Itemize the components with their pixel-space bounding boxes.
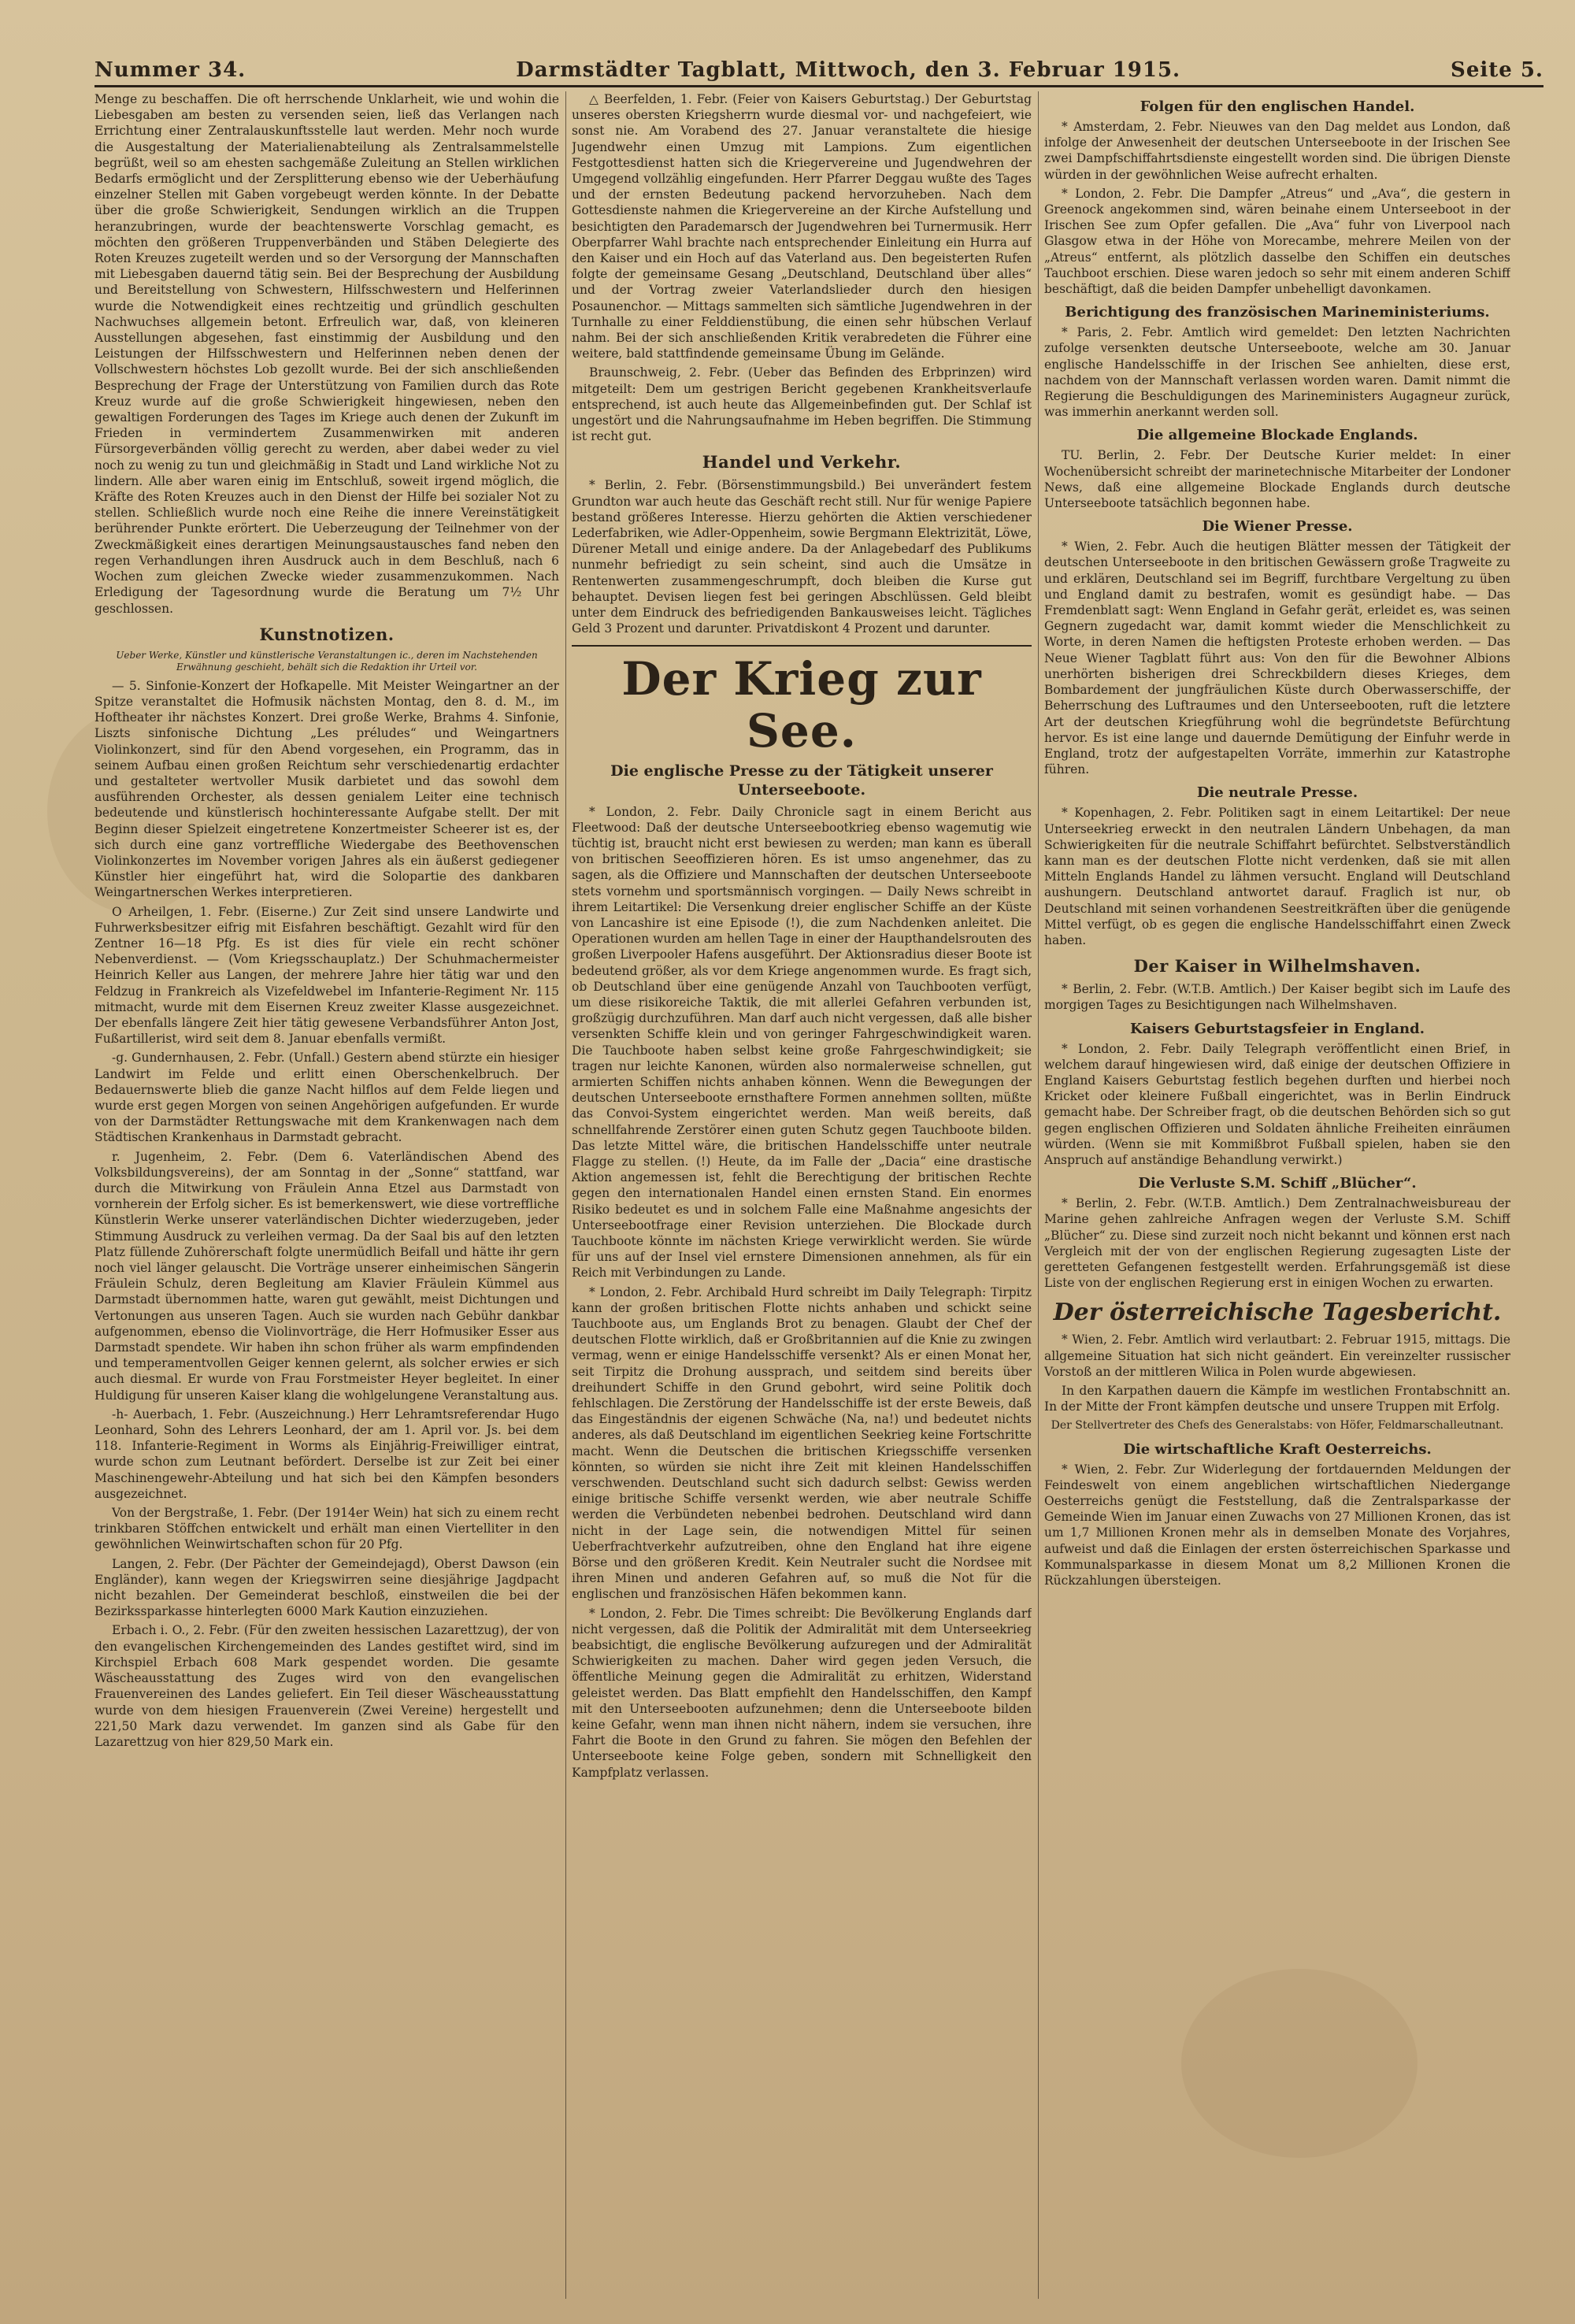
article-red-cross: Menge zu beschaffen. Die oft herrschende Unklarheit, wie und wohin die Liebesgaben am besten zu versenden seien, ließ das Verlangen nach Errichtung einer Zentralauskunftsstelle laut werden. Mehr noch wurde die Ausgestaltung der Materialienabteilung als Zentralsammelstelle begrüßt, weil so am ehesten sachgemäße Zuleitung an Stellen wirklichen Bedarfs ermöglicht und der Zersplitterung ebenso wie der Ueberhäufung einzelner Stellen mit Gaben vorgebeugt werden könnte. In der Debatte über die große Schwierigkeit, Sendungen wirklich an die Truppen heranzubringen, wurde der beachtenswerte Vorschlag gemacht, es möchten den größeren Truppenverbänden und Stäben Delegierte des Roten Kreuzes zugeteilt werden und so der Versorgung der Mannschaften mit Liebesgaben dauernd tätig sein. Bei der Besprechung der Ausbildung und Bereitstellung von Schwestern, Hilfsschwestern und Helferinnen wurde die Notwendigkeit eines rechtzeitig und gründlich geschulten Nachwuchses allgemein betont. Erfreulich war, daß, von kleineren Ausstellungen abgesehen, fast einstimmig der Ausbildung und den Leistungen der Hilfsschwestern und Helferinnen neben denen der Vollschwestern höchstes Lob gezollt wurde. Bei der sich anschließenden Besprechung der Frage der Unterstützung von Familien durch das Rote Kreuz wurde auf die große Schwierigkeit hingewiesen, neben den gewaltigen Forderungen des Tages im Kriege auch denen der Zukunft im Frieden in vermindertem Zusammenwirken mit anderen Fürsorgeverbänden völlig gerecht zu werden, aber dabei weder zu viel noch zu wenig zu tun und gleichmäßig in Stadt und Land wirkliche Not zu lindern. Alle aber waren einig im Entschluß, soweit irgend möglich, die Kräfte des Roten Kreuzes auch in den Dienst der Hilfe bei sozialer Not zu stellen. Schließlich wurde noch eine Reihe die innere Vereinstätigkeit berührender Punkte erörtert. Die Ueberzeugung der Teilnehmer von der Zweckmäßigkeit eines derartigen Meinungsaustausches fand neben den regen Verhandlungen ihren Ausdruck auch in dem Beschluß, nach 6 Wochen zum gleichen Zwecke wieder zusammenzukommen. Nach Erledigung der Tagesordnung wurde die Beratung um 7½ Uhr geschlossen. — [94, 92, 559, 616]
article-beerfelden: △ Beerfelden, 1. Febr. (Feier von Kaisers Geburtstag.) Der Geburtstag unseres obersten Kriegsherrn wurde diesmal vor- und nachgefeiert, wie sonst nie. Am Vorabend des 27. Januar veranstaltete die hiesige Jugendwehr einen Umzug mit Lampions. Zum eigentlichen Festgottesdienst hatten sich die Kriegervereine und Jugendwehren der Umgegend vollzählig eingefunden. Herr Pfarrer Deggau wußte des Tages und der ernsten Bedeutung packend hervorzuheben. Nach dem Gottesdienste nahmen die Kriegervereine an der Kirche Aufstellung und besichtigten den Parademarsch der Jugendwehren bei Turnermusik. Herr Oberpfarrer Wahl brachte nach entsprechender Einleitung ein Hurra auf den Kaiser und ein Hoch auf das Vaterland aus. Den begeisterten Rufen folgte der gemeinsame Gesang „Deutschland, Deutschland über alles“ und der Vortrag zweier Vaterlandslieder durch den hiesigen Posaunenchor. — Mittags sammelten sich sämtliche Jugendwehren in der Turnhalle zu einer Felddienstübung, die einen sehr hübschen Verlauf nahm. Bei der sich anschließenden Kritik verabredeten die Führer eine weitere, bald stattfindende gemeinsame Übung im Gelände. — [572, 92, 1032, 361]
article-wien-amtlich: * Wien, 2. Febr. Amtlich wird verlautbart: 2. Februar 1915, mittags. Die allgemeine Situation hat sich nicht geändert. Ein vereinzelter russischer Vorstoß an der mittleren Wilica in Polen wurde abgewiesen. — [1044, 1333, 1510, 1379]
page-number: Seite 5. — [1451, 58, 1544, 82]
heading-oesterreich-tagesbericht: Der österreichische Tagesbericht. — [1053, 1299, 1502, 1327]
heading-berichtigung: Berichtigung des französischen Marineministeriums. — [1065, 304, 1490, 321]
article-auerbach: -h- Auerbach, 1. Febr. (Auszeichnung.) Herr Lehramtsreferendar Hugo Leonhard, Sohn des Lehrers Leonhard, der am 1. April vor. Js. bei dem 118. Infanterie-Regiment in Worms als Einjährig-Freiwilliger eintrat, wurde schon zum Leutnant befördert. Derselbe ist zur Zeit bei einer Maschinengewehr-Abteilung und hat sich bei den Kämpfen besonders ausgezeichnet. — [94, 1407, 559, 1501]
article-arheilgen: O Arheilgen, 1. Febr. (Eiserne.) Zur Zeit sind unsere Landwirte und Fuhrwerksbesitzer eifrig mit Eisfahren beschäftigt. Gezahlt wird für den Zentner 16—18 Pfg. Es ist dies für viele ein recht schöner Nebenverdienst. — (Vom Kriegsschauplatz.) Der Schuhmachermeister Heinrich Keller aus Langen, der mehrere Jahre hier tätig war und den Feldzug in Frankreich als Vizefeldwebel im Infanterie-Regiment Nr. 115 mitmacht, wurde mit dem Eisernen Kreuz zweiter Klasse ausgezeichnet. Der ebenfalls längere Zeit hier tätig gewesene Verbandsführer Anton Jost, Fußartillerist, wird seit dem 8. Januar ebenfalls vermißt. — [94, 904, 559, 1047]
article-amsterdam: * Amsterdam, 2. Febr. Nieuwes van den Dag meldet aus London, daß infolge der Anwesenheit der deutschen Unterseeboote in der Irischen See zwei Dampfschiffahrtsdienste eingestellt worden sind. Die übrigen Dienste würden in der gewöhnlichen Weise aufrecht erhalten. — [1044, 120, 1510, 182]
article-langen: Langen, 2. Febr. (Der Pächter der Gemeindejagd), Oberst Dawson (ein Engländer), kann wegen der Kriegswirren seine diesjährige Jagdpacht nicht bezahlen. Der Gemeinderat beschloß, einstweilen die bei der Bezirkssparkasse hinterlegten 6000 Mark Kaution einzuziehen. — [94, 1556, 559, 1619]
column-2 — [572, 91, 1032, 2299]
column-divider — [1038, 91, 1039, 2299]
article-times: * London, 2. Febr. Die Times schreibt: Die Bevölkerung Englands darf nicht vergessen, daß die Politik der Admiralität mit dem Unterseekrieg beabsichtigt, die englische Bevölkerung aufzuregen und der Admiralität Schwierigkeiten zu machen. Daher wird gegen jeden Versuch, die öffentliche Meinung gegen die Admiralität zu erhitzen, Widerstand geleistet werden. Das Blatt empfiehlt den Handelsschiffen, den Kampf mit den Unterseebooten aufzunehmen; denn die Unterseeboote bilden keine Gefahr, wenn man ihnen nicht nähern, indem sie versuchen, ihre Fahrt die Boote in den Grund zu fahren. Sie mögen den Befehlen der Unterseeboote keine Folge geben, sondern mit Schnelligkeit den Kampfplatz verlassen. — [572, 1606, 1032, 1780]
article-boerse: * Berlin, 2. Febr. (Börsenstimmungsbild.) Bei unverändert festem Grundton war auch heute das Geschäft recht still. Nur für wenige Papiere bestand größeres Interesse. Hierzu gehörten die Aktien verschiedener Lederfabriken, wie Adler-Oppenheim, sowie Bergmann Elektrizität, Löwe, Dürener Metall und einige andere. Da der Anlagebedarf des Publikums nunmehr befriedigt zu sein scheint, sind auch die Umsätze in Rentenwerten zusammengeschrumpft, doch bleiben die Kurse gut behauptet. Devisen liegen fest bei geringen Abschlüssen. Geld bleibt unter dem Eindruck des befriedigenden Bankausweises leicht. Tägliches Geld 3 Prozent und darunter. Privatdiskont 4 Prozent und darunter. — [572, 478, 1032, 636]
section-heading-kunstnotizen: Kunstnotizen. — [259, 624, 395, 644]
article-bluecher: * Berlin, 2. Febr. (W.T.B. Amtlich.) Dem Zentralnachweisbureau der Marine gehen zahlreiche Anfragen wegen der Verluste S.M. Schiff „Blücher“ zu. Diese sind zurzeit noch nicht bekannt und können erst nach Vergleich mit der von der englischen Regierung zugesagten Liste der geretteten Gefangenen festgestellt werden. Erfahrungsgemäß ist diese Liste von der englischen Regierung erst in einigen Wochen zu erwarten. — [1044, 1196, 1510, 1291]
newspaper-title: Darmstädter Tagblatt, Mittwoch, den 3. Februar 1915. — [516, 58, 1181, 82]
heading-wiener-presse: Die Wiener Presse. — [1202, 518, 1353, 536]
heading-folgen: Folgen für den englischen Handel. — [1140, 98, 1415, 115]
header-rule — [94, 85, 1544, 87]
signature-line: Der Stellvertreter des Chefs des Generalstabs: von Höfer, Feldmarschalleutnant. — [1051, 1419, 1504, 1433]
section-rule — [572, 645, 1032, 647]
column-3 — [1044, 91, 1510, 2299]
article-wien: * Wien, 2. Febr. Auch die heutigen Blätter messen der Tätigkeit der deutschen Unterseeboote in den britischen Gewässern große Tragweite zu und erklären, Deutschland sei im Begriff, furchtbare Vergeltung zu üben und England damit zu bestrafen, womit es gesündigt habe. — Das Fremdenblatt sagt: Wenn England in Gefahr gerät, erleidet es, was seinen Gegnern zugedacht war, damit kommt wieder die Menschlichkeit zu Worte, in deren Namen die heftigsten Proteste erhoben werden. — Das Neue Wiener Tagblatt führt aus: Von den für die Bewohner Albions unerhörten bisherigen drei Schreckbildern dieses Krieges, dem Bombardement der jungfräulichen Küste durch Oberwasserschiffe, der Beherrschung des Luftraumes und den Unterseebooten, ruft die letztere Art der deutschen Kriegführung wohl die begründetste Befürchtung hervor. Es ist eine lange und dauernde Demütigung der Einfuhr werde in England, trotz der aufgestapelten Vorräte, immerhin zur Katastrophe führen. — [1044, 539, 1510, 777]
article-geburtstag: * London, 2. Febr. Daily Telegraph veröffentlicht einen Brief, in welchem darauf hingewiesen wird, daß einige der deutschen Offiziere in England Kaisers Geburtstag festlich begehen durften und hierbei noch Kricket oder kleinere Fußball eingerichtet, was in Berlin Eindruck gemacht habe. Der Schreiber fragt, ob die deutschen Behörden sich so gut gegen englischen Offizieren und Soldaten ähnliche Freiheiten einräumen würden. (Wenn sie mit Kommißbrot Fußball spielen, haben sie den Anspruch auf anständige Behandlung verwirkt.) — [1044, 1041, 1510, 1167]
heading-blockade: Die allgemeine Blockade Englands. — [1136, 427, 1418, 444]
article-jugenheim: r. Jugenheim, 2. Febr. (Dem 6. Vaterländischen Abend des Volksbildungsvereins), der am Sonntag in der „Sonne“ stattfand, war durch die Mitwirkung von Fräulein Anna Etzel aus Darmstadt von vornherein der Erfolg sicher. Es ist bemerkenswert, wie diese vortreffliche Künstlerin Werke unserer vaterländischen Dichter wiederzugeben, jeder Stimmung Ausdruck zu verleihen vermag. Da der Saal bis auf den letzten Platz füllende Zuhörerschaft folgte unermüdlich Beifall und hätte ihr gern noch viel länger gelauscht. Die Vorträge unserer einheimischen Sängerin Fräulein Schulz, deren Begleitung am Klavier Fräulein Kümmel aus Darmstadt übernommen hatte, waren gut gewählt, meist Dichtungen und Vertonungen aus unseren Tagen. Auch sie wurden nach Gebühr dankbar aufgenommen, ebenso die Violinvorträge, die Herr Hofmusiker Esser aus Darmstadt spendete. Wir haben ihn schon früher als warm empfindenden und temperamentvollen Geiger kennen gelernt, als solcher erwies er sich auch diesmal. Er wurde von Frau Forstmeister Heyer begleitet. In einer Huldigung für unseren Kaiser klang die wohlgelungene Veranstaltung aus. — [94, 1149, 559, 1403]
column-1 — [94, 91, 559, 2299]
article-blockade: TU. Berlin, 2. Febr. Der Deutsche Kurier meldet: In einer Wochenübersicht schreibt der marinetechnische Mitarbeiter der Londoner News, daß eine allgemeine Blockade Englands durch deutsche Unterseeboote tatsächlich begonnen habe. — [1044, 448, 1510, 511]
article-paris: * Paris, 2. Febr. Amtlich wird gemeldet: Den letzten Nachrichten zufolge versenkten deutsche Unterseeboote, welche am 30. Januar englische Handelsschiffe in der Irischen See anhielten, diese erst, nachdem von der Mannschaft verlassen worden waren. Damit nimmt die Regierung die Beschuldigungen des Marineministers Augagneur zurück, was immerhin anerkannt werden soll. — [1044, 325, 1510, 420]
heading-geburtstagsfeier: Kaisers Geburtstagsfeier in England. — [1129, 1020, 1425, 1037]
heading-wirtschaftliche-kraft: Die wirtschaftliche Kraft Oesterreichs. — [1123, 1440, 1432, 1458]
heading-kaiser-wilhelmshaven: Der Kaiser in Wilhelmshaven. — [1133, 956, 1421, 977]
article-daily-chronicle: * London, 2. Febr. Daily Chronicle sagt in einem Bericht aus Fleetwood: Daß der deutsche Unterseebootkrieg ebenso wagemutig wie tüchtig ist, braucht nicht erst bewiesen zu werden; man kann es überall von britischen Seeoffizieren hören. Es ist umso angenehmer, das zu sagen, als die Offiziere und Mannschaften der deutschen Unterseeboote stets vornehm und sportsmännisch vorgingen. — Daily News schreibt in ihrem Leitartikel: Die Versenkung dreier englischer Schiffe an der Küste von Lancashire ist eine Episode (!), die zum Nachdenken anleitet. Die Operationen wurden am hellen Tage in einer der Haupthandelsrouten des großen Liverpooler Hafens ausgeführt. Der Aktionsradius dieser Boote ist bedeutend größer, als vor dem Kriege angenommen wurde. Es fragt sich, ob Deutschland über eine genügende Anzahl von Tauchbooten verfügt, um diese risikoreiche Taktik, die mit allerlei Gefahren verbunden ist, großzügig durchzuführen. Man darf auch nicht vergessen, daß alle bisher versenkten Schiffe klein und von geringer Fahrgeschwindigkeit waren. Die Tauchboote haben selbst keine große Fahrgeschwindigkeit; sie tragen nur leichte Kanonen, würden also normalerweise schnellen, gut armierten Schiffen nichts anhaben können. Wenn die Bewegungen der deutschen Unterseeboote ernsthaftere Formen annehmen sollten, müßte das Convoi-System eingerichtet werden. Man weiß bereits, daß schnellfahrende Zerstörer einen guten Schutz gegen Tauchboote bilden. Das letzte Mittel wäre, die britischen Handelsschiffe unter neutrale Flagge zu stellen. (!) Heute, da im Falle der „Dacia“ eine drastische Aktion angemessen ist, fehlt die Berechtigung der britischen Rechte gegen den internationalen Handel einen ernsten Stand. Ein enormes Risiko bedeutet es und in solchem Falle eine Maßnahme angesichts der Unterseebootfrage einer Revision unterziehen. Die Blockade durch Tauchboote könnte im nächsten Kriege verwirklicht werden. Sie würde für uns auf der Insel viel ernstere Dimensionen annehmen, als für ein Reich mit Verbindungen zu Lande. — [572, 804, 1032, 1281]
section-heading-handel: Handel und Verkehr. — [702, 452, 902, 473]
headline-krieg-zur-see: Der Krieg zur See. — [621, 651, 982, 758]
page-header — [94, 57, 1544, 83]
column-divider — [565, 91, 566, 2299]
article-kopenhagen: * Kopenhagen, 2. Febr. Politiken sagt in einem Leitartikel: Der neue Unterseekrieg erweckt in den neutralen Ländern Unbehagen, da man Schwierigkeiten für die neutrale Schiffahrt befürchtet. Selbstverständlich kann man es der deutschen Flotte nicht verdenken, daß sie mit allen Mitteln Englands Handel zu lähmen versucht. England will Deutschland aushungern. Deutschland antwortet darauf. Fraglich ist nur, ob Deutschland mit seinen vorhandenen Seestreitkräften über die genügende Mittel verfügt, ob es gegen die englische Handelsschiffahrt einen Zweck haben. — [1044, 806, 1510, 947]
article-erbach: Erbach i. O., 2. Febr. (Für den zweiten hessischen Lazarettzug), der von den evangelischen Kirchengemeinden des Landes gestiftet wird, sind im Kirchspiel Erbach 608 Mark gespendet worden. Die gesamte Wäscheausstattung des Zuges wird von den evangelischen Frauenvereinen des Landes geliefert. Ein Teil dieser Wäscheausstattung wurde von dem hiesigen Frauenverein (Zwei Vereine) hergestellt und 221,50 Mark dazu verwendet. Im ganzen sind als Gabe für den Lazarettzug von hier 829,50 Mark ein. — [94, 1623, 559, 1749]
article-karpathen: In den Karpathen dauern die Kämpfe im westlichen Frontabschnitt an. In der Mitte der Front kämpfen deutsche und unsere Truppen mit Erfolg. — [1044, 1384, 1510, 1414]
article-bergstrasse: Von der Bergstraße, 1. Febr. (Der 1914er Wein) hat sich zu einem recht trinkbaren Stöffchen entwickelt und erhält man einen Viertelliter in den gewöhnlichen Weinwirtschaften schon für 20 Pfg. — [94, 1506, 559, 1552]
article-kaiser: * Berlin, 2. Febr. (W.T.B. Amtlich.) Der Kaiser begibt sich im Laufe des morgigen Tages zu Besichtigungen nach Wilhelmshaven. — [1044, 982, 1510, 1013]
article-daily-telegraph: * London, 2. Febr. Archibald Hurd schreibt im Daily Telegraph: Tirpitz kann der großen britischen Flotte nichts anhaben und schickt seine Tauchboote aus, um Englands Brot zu benagen. Glaubt der Chef der deutschen Flotte wirklich, daß er Großbritannien auf die Knie zu zwingen vermag, wenn er einige Handelsschiffe versenkt? Als er einen Monat her, seit Tirpitz die Drohung aussprach, und seitdem sind bereits über dreihundert Schiffe in den Grund gebohrt, wird seine Politik doch fehlschlagen. Die Zerstörung der Handelsschiffe ist der erste Beweis, daß das Eingeständnis der eigenen Schwäche (Na, na!) und bedeutet nichts anderes, als daß Deutschland im eigentlichen Seekrieg keine Fortschritte macht. Wenn die Deutschen die britischen Kriegsschiffe versenken könnten, so würden sie nicht ihre Zeit mit kleinen Handelsschiffen verschwenden. Deutschland sucht sich dadurch selbst: Gewiss werden einige britische Schiffe versenkt werden, wie aber neutrale Schiffe werden die Verbündeten nebenbei bedrohen. Deutschland wird dann nicht in der Lage sein, die notwendigen Mittel für seinen Ueberfrachtverkehr aufzutreiben, ohne den England hat ihre eigene Börse und den größeren Kredit. Kein Neutraler sucht die Nordsee mit ihren Minen und anderen Gefahren auf, so muß die Not für die englischen und französischen Häfen bekommen kann. — [572, 1284, 1032, 1602]
heading-neutrale-presse: Die neutrale Presse. — [1196, 784, 1358, 802]
article-gundernhausen: -g. Gundernhausen, 2. Febr. (Unfall.) Gestern abend stürzte ein hiesiger Landwirt im Felde und erlitt einen Oberschenkelbruch. Der Bedauernswerte blieb die ganze Nacht hilflos auf dem Felde liegen und wurde erst gegen Morgen von seinen Angehörigen aufgefunden. Er wurde von der Darmstädter Rettungswache mit dem Krankenwagen nach dem Städtischen Krankenhaus in Darmstadt gebracht. — [94, 1051, 559, 1145]
issue-number: Nummer 34. — [94, 58, 246, 82]
article-atreus-ava: * London, 2. Febr. Die Dampfer „Atreus“ und „Ava“, die gestern in Greenock angekommen sind, wären beinahe einem Unterseeboot in der Irischen See zum Opfer gefallen. Die „Ava“ fuhr von Liverpool nach Glasgow etwa in der Höhe von Morecambe, mehrere Meilen von der „Atreus“ entfernt, als plötzlich dasselbe den Schiffen ein deutsches Tauchboot erschien. Diese waren jedoch so sehr mit einem anderen Schiff beschäftigt, daß die beiden Dampfer unbehelligt davonkamen. — [1044, 186, 1510, 297]
subheadline-englische-presse: Die englische Presse zu der Tätigkeit unserer Unterseeboote. — [610, 762, 993, 799]
editorial-note: Ueber Werke, Künstler und künstlerische Veranstaltungen ic., deren im Nachstehenden Erwähnung geschieht, behält sich die Redaktion ihr Urteil vor. — [116, 649, 538, 673]
article-braunschweig: Braunschweig, 2. Febr. (Ueber das Befinden des Erbprinzen) wird mitgeteilt: Dem um gestrigen Bericht gegebenen Krankheitsverlaufe entsprechend, ist auch heute das Allgemeinbefinden gut. Der Schlaf ist ungestört und die Nahrungsaufnahme im Heben begriffen. Die Stimmung ist recht gut. — [572, 365, 1032, 444]
heading-bluecher: Die Verluste S.M. Schiff „Blücher“. — [1138, 1175, 1417, 1192]
article-sinfonie: — 5. Sinfonie-Konzert der Hofkapelle. Mit Meister Weingartner an der Spitze veranstaltet die Hofmusik nächsten Montag, den 8. d. M., im Hoftheater ihr nächstes Konzert. Drei große Werke, Brahms 4. Sinfonie, Liszts sinfonische Dichtung „Les préludes“ und Weingartners Violinkonzert, sind für den Abend vorgesehen, ein Programm, das in seinem Aufbau einen großen Reichtum sehr verschiedenartig erdachter und gestalteter wertvoller Musik darbietet und das sowohl dem ausführenden Orchester, als dessen genialem Leiter eine technisch bedeutende und künstlerisch hochinteressante Aufgabe stellt. Der mit Beginn dieser Spielzeit eingetretene Konzertmeister Scheerer ist es, der sich durch eine ganz vortreffliche Wiedergabe des Beethovenschen Violinkonzertes im November vorigen Jahres als ein äußerst gediegener Künstler hier eingeführt hat, wird die Solopartie des dankbaren Weingartnerschen Werkes interpretieren. — [94, 678, 559, 900]
article-wirtschaft: * Wien, 2. Febr. Zur Widerlegung der fortdauernden Meldungen der Feindeswelt von einem angeblichen wirtschaftlichen Niedergange Oesterreichs genügt die Feststellung, daß die Zentralsparkasse der Gemeinde Wien im Januar einen Zuwachs von 27 Millionen Kronen, das ist um 1,7 Millionen Kronen mehr als in demselben Monate des Vorjahres, aufweist und daß die Einlagen der ersten österreichischen Sparkasse und Kommunalsparkasse in diesem Monat um 8,2 Millionen Kronen die Rückzahlungen übersteigen. — [1044, 1462, 1510, 1588]
